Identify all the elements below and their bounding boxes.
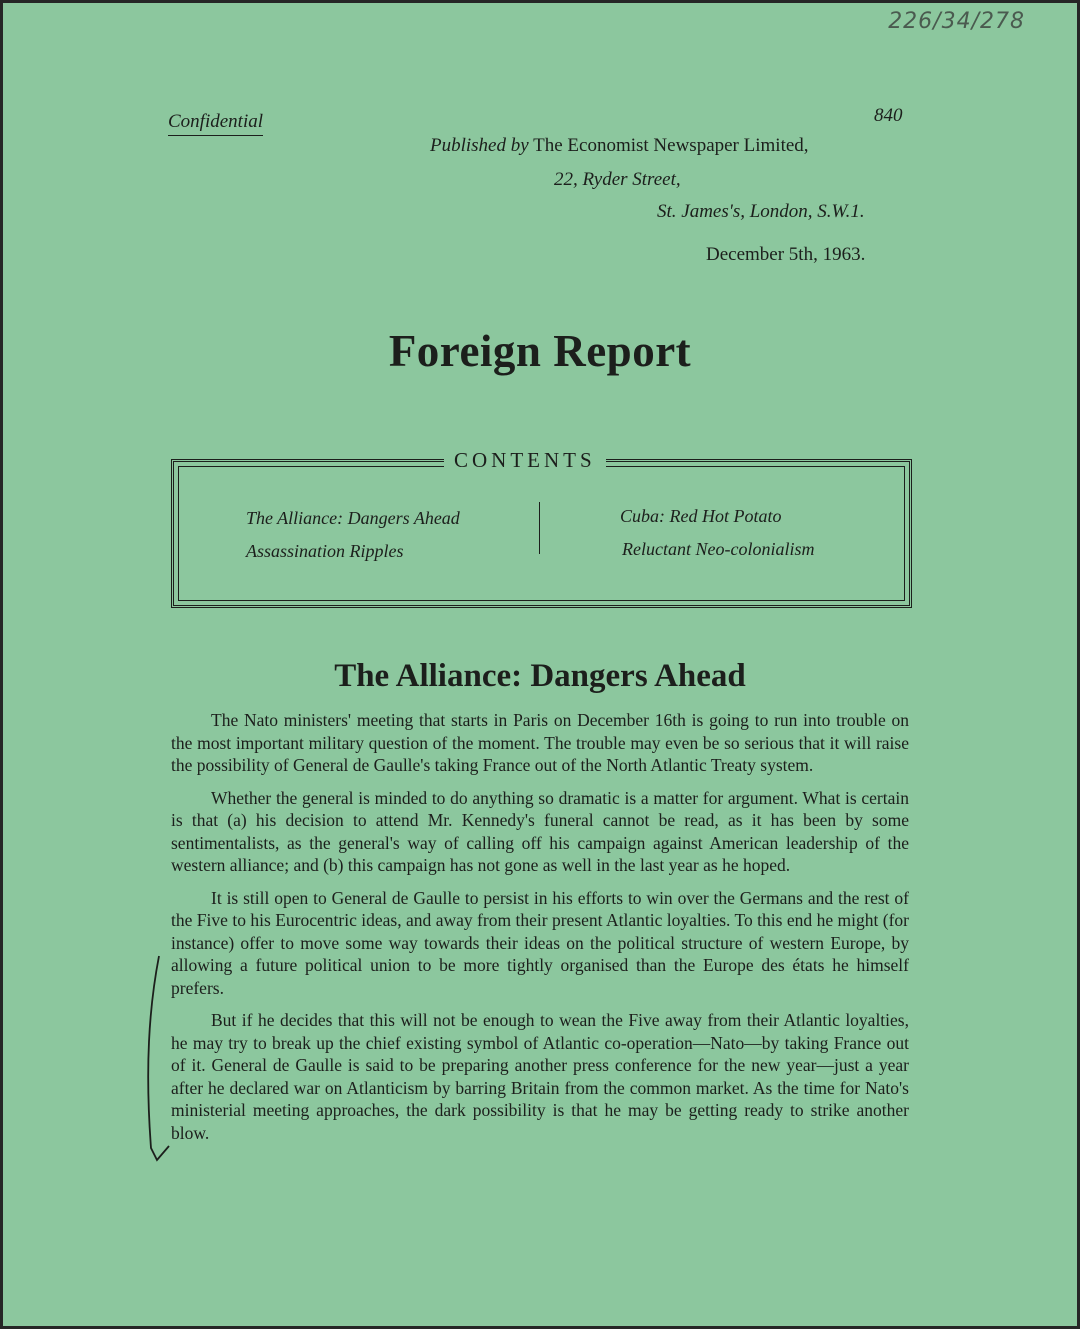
paragraph: It is still open to General de Gaulle to persist in his efforts to win over the Germans and the rest of the Five to his Eurocentric ideas, and away from their present Atlantic loyalties. To this end he might (for instance) offer to move some way towards their ideas on the political structure of western Europe, by allowing a future political union to be more tightly organised than the Europe des états he himself prefers. — [171, 887, 909, 998]
article-heading: The Alliance: Dangers Ahead — [334, 658, 746, 694]
article-body — [171, 709, 909, 1154]
contents-item: Cuba: Red Hot Potato — [620, 506, 782, 526]
published-by-label: Published by — [430, 135, 529, 156]
contents-divider — [539, 502, 540, 554]
page-number: 840 — [874, 105, 903, 126]
paragraph: But if he decides that this will not be enough to wean the Five away from their Atlantic loyalties, he may try to break up the chief existing symbol of Atlantic co-operation—Nato—by taking France out of it. General de Gaulle is said to be preparing another press conference for the new year—just a year after he declared war on Atlanticism by barring Britain from the common market. As the time for Nato's ministerial meeting approaches, the dark possibility is that he may be getting ready to strike another blow. — [171, 1010, 909, 1143]
contents-item: The Alliance: Dangers Ahead — [246, 508, 460, 528]
contents-item: Reluctant Neo-colonialism — [622, 539, 815, 559]
confidential-label: Confidential — [168, 111, 263, 136]
report-title: Foreign Report — [388, 326, 692, 376]
contents-heading: CONTENTS — [444, 448, 606, 473]
publisher-name: The Economist Newspaper Limited, — [533, 135, 809, 156]
contents-inner-frame — [178, 466, 905, 601]
archive-reference: 226/34/278 — [888, 9, 1025, 34]
document-page — [3, 3, 1077, 1326]
publisher-line — [430, 135, 809, 157]
paragraph: The Nato ministers' meeting that starts in Paris on December 16th is going to run into trouble on the most important military question of the moment. The trouble may even be so serious that it will raise the possibility of General de Gaulle's taking France out of the North Atlantic Treaty system. — [171, 710, 909, 775]
address-line-1: 22, Ryder Street, — [554, 169, 681, 190]
address-line-2: St. James's, London, S.W.1. — [657, 201, 865, 222]
margin-pen-mark — [143, 948, 173, 1168]
paragraph: Whether the general is minded to do anything so dramatic is a matter for argument. What is certain is that (a) his decision to attend Mr. Kennedy's funeral cannot be read, as it has been by some sentimentalists, as the general's way of calling off his campaign against American leadership of the western alliance; and (b) this campaign has not gone as well in the last year as he hoped. — [171, 787, 909, 875]
publication-date: December 5th, 1963. — [706, 244, 866, 265]
contents-box — [171, 448, 912, 608]
contents-item: Assassination Ripples — [246, 541, 404, 561]
